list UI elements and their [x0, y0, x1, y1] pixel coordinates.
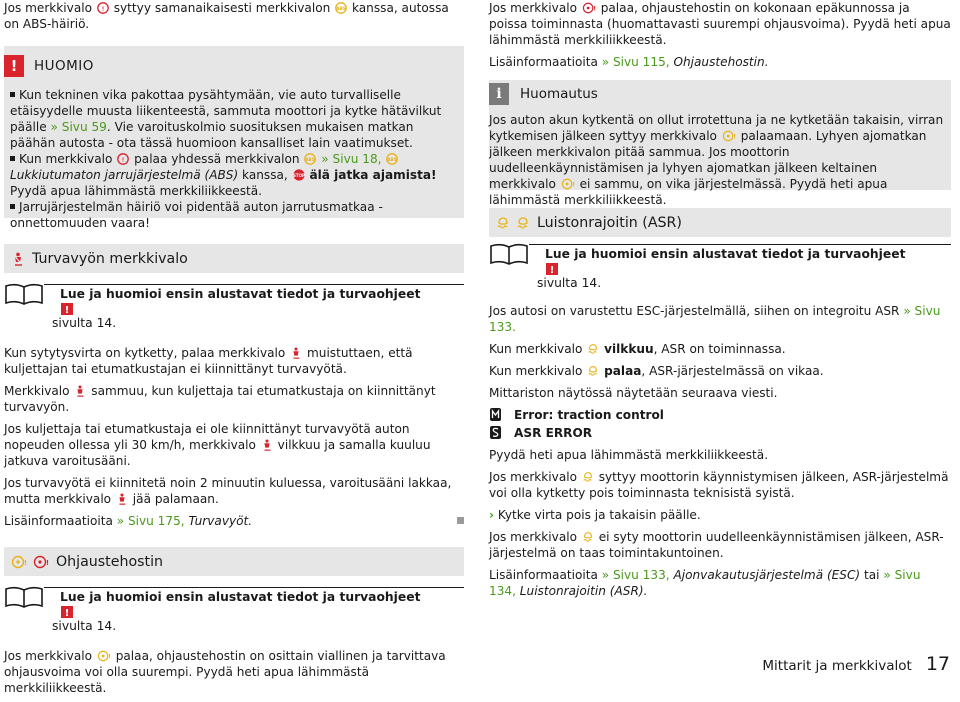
book-icon: [4, 586, 44, 608]
seatbelt-icon: [261, 439, 273, 451]
paragraph: [4, 345, 464, 377]
book-icon: [4, 283, 44, 305]
page-number: 17: [925, 653, 950, 675]
reference-text: [44, 286, 464, 331]
seatbelt-icon: [116, 493, 128, 505]
text: Pyydä apua lähimmästä merkkiliikkeestä.: [10, 184, 263, 198]
paragraph: [4, 421, 464, 469]
page-footer: [762, 653, 950, 675]
text: älä jatka ajamista!: [309, 168, 437, 182]
bullet-icon: [10, 92, 15, 97]
steering-warning-icon: [582, 2, 596, 14]
text: ASR ERROR: [514, 426, 593, 440]
steering-warning-icon: [11, 555, 27, 569]
traction-control-icon: [582, 471, 594, 483]
text: Kun merkkivalo: [19, 152, 113, 166]
seatbelt-icon: [11, 252, 25, 266]
text: Jos merkkivalo: [4, 649, 92, 663]
header-icons: [10, 252, 26, 266]
warning-item: Kun tekninen vika pakottaa pysähtymään, vie auto turvalliselle etäisyydelle muusta liikenteestä, sammuta moottori ja kytke hätävilkut päälle » Sivu 59. Vie varoituskolmio suosituksen mukaisen matkan päähän autosta - ota tässä huomioon kansalliset lain vaatimukset.: [10, 88, 442, 150]
message-row: [489, 425, 951, 441]
brake-warning-icon: [117, 153, 129, 165]
note-header: [489, 80, 947, 106]
paragraph: [489, 303, 951, 335]
reference-page: sivulta 14.: [52, 619, 117, 633]
steering-warning-icon: [561, 178, 575, 190]
bullet-icon: [10, 156, 15, 161]
paragraph: [4, 475, 464, 507]
page-link[interactable]: » Sivu 133,: [601, 568, 670, 582]
page-link[interactable]: » Sivu 133.: [489, 304, 941, 334]
chevron-right-icon: ›: [489, 508, 494, 522]
svg-text:ABS: ABS: [305, 157, 316, 162]
svg-text:!: !: [593, 5, 596, 13]
text: kanssa, autossa on ABS-häiriö.: [4, 1, 449, 31]
reference-page: sivulta 14.: [52, 316, 117, 330]
text: Jos merkkivalo: [4, 1, 92, 15]
paragraph: [489, 341, 951, 357]
warning-header: [4, 54, 464, 78]
text: jää palamaan.: [132, 492, 219, 506]
text: Lisäinformaatioita: [4, 514, 113, 528]
text: palaamaan. Lyhyen ajomatkan jälkeen merkkivalon pitää sammua. Jos moottorin uudelleenkäynnistämisen ja lyhyen ajomatkan jälkeen keltainen merkkivalo: [489, 129, 927, 191]
reference-text: [529, 246, 951, 291]
page-link[interactable]: » Sivu 175,: [116, 514, 185, 528]
display-message-icon: [489, 407, 505, 422]
book-icon: [489, 243, 529, 265]
stop-icon: [293, 169, 305, 181]
left-column: [4, 0, 464, 702]
warning-list: [4, 87, 464, 231]
text: muistuttaen, että kuljettajan tai etumatkustajan ei kiinnittänyt turvavyötä.: [4, 346, 413, 376]
svg-text:!: !: [45, 558, 50, 567]
text: Jos turvavyötä ei kiinnitetä noin 2 minuutin kuluessa, varoitusääni lakkaa, mutta merkkivalo: [4, 476, 452, 506]
text: palaa yhdessä merkkivalon: [134, 152, 300, 166]
paragraph: Pyydä heti apua lähimmästä merkkiliikkeestä.: [489, 448, 769, 462]
note-box: [489, 80, 951, 207]
traction-control-icon: [516, 216, 530, 230]
exclamation-icon: [538, 263, 555, 276]
text: Lisäinformaatioita: [489, 55, 598, 69]
text: palaa, ohjaustehostin on osittain viallinen ja tarvittava ohjausvoima voi olla suurempi. Pyydä heti apua lähimmästä merkkiliikkeestä.: [4, 649, 446, 695]
note-title: Huomautus: [520, 86, 598, 102]
svg-text:!: !: [108, 653, 111, 661]
text: ei sammu, on vika järjestelmässä. Pyydä heti apua lähimmästä merkkiliikkeestä.: [489, 177, 888, 207]
header-icons: [495, 216, 531, 230]
reference-row: [4, 586, 464, 634]
svg-text:!: !: [733, 133, 736, 141]
abs-icon: [335, 2, 347, 14]
right-column: [489, 0, 951, 605]
section-title: Luistonrajoitin (ASR): [537, 214, 682, 231]
step-instruction: [489, 507, 951, 523]
text: Lukkiutumaton jarrujärjestelmä (ABS): [10, 168, 239, 182]
reference-note: [44, 587, 464, 634]
text: tai: [864, 568, 880, 582]
warning-title: HUOMIO: [34, 58, 94, 74]
text: Kun tekninen vika pakottaa pysähtymään, vie auto turvalliselle etäisyydelle muusta liikenteestä, sammuta moottori ja kytke hätävilkut päälle: [10, 88, 442, 134]
warning-item: [10, 151, 458, 199]
abs-warning-icon: [97, 2, 109, 14]
abs-icon: [304, 153, 316, 165]
text: Merkkivalo: [4, 384, 70, 398]
header-icons: [10, 555, 50, 569]
reference-row: [4, 283, 464, 331]
traction-control-icon: [582, 531, 594, 543]
traction-control-icon: [587, 343, 599, 355]
svg-text:!: !: [571, 181, 575, 189]
text: kanssa,: [242, 168, 288, 182]
seatbelt-icon: [74, 385, 86, 397]
traction-control-icon: [587, 365, 599, 377]
text: Luistonrajoitin (ASR).: [519, 584, 648, 598]
text: Kun merkkivalo: [489, 364, 583, 378]
text: Lue ja huomioi ensin alustavat tiedot ja turvaohjeet: [60, 590, 421, 604]
section-title: Ohjaustehostin: [56, 553, 164, 570]
paragraph: Mittariston näytössä näytetään seuraava viesti.: [489, 386, 778, 400]
paragraph: [489, 567, 951, 599]
note-text: [489, 112, 947, 208]
text: vilkkuu ja samalla kuuluu jatkuva varoitusääni.: [4, 438, 431, 468]
page-link[interactable]: » Sivu 134,: [489, 568, 921, 598]
reference-row: [489, 243, 951, 291]
paragraph: [489, 0, 951, 48]
message-row: [489, 407, 951, 423]
exclamation-icon: [53, 606, 70, 619]
asr-section-header: [489, 208, 951, 237]
steering-warning-icon: [722, 130, 736, 142]
text: ei syty moottorin uudelleenkäynnistämisen jälkeen, ASR-järjestelmä on taas toimintakuntoinen.: [489, 530, 944, 560]
paragraph: [4, 648, 464, 696]
message-list: [489, 407, 951, 441]
text: Lue ja huomioi ensin alustavat tiedot ja turvaohjeet: [60, 287, 421, 301]
end-marker-icon: [457, 517, 464, 524]
text: Ohjaustehostin.: [673, 55, 769, 69]
text: syttyy moottorin käynnistymisen jälkeen, ASR-järjestelmä voi olla kytketty pois toiminnasta teknisistä syistä.: [489, 470, 949, 500]
page-link[interactable]: » Sivu 115,: [601, 55, 670, 69]
paragraph: [489, 469, 951, 501]
reference-text: [44, 589, 464, 634]
text: syttyy samanaikaisesti merkkivalon: [113, 1, 331, 15]
exclamation-icon: [53, 303, 70, 316]
text: palaa: [604, 364, 642, 378]
warning-box: [4, 46, 464, 230]
text: Jos auton akun kytkentä on ollut irrotettuna ja ne kytketään takaisin, virran kytkemisen jälkeen syttyy merkkivalo: [489, 113, 944, 143]
text: sammuu, kun kuljettaja tai etumatkustaja on kiinnittänyt turvavyön.: [4, 384, 436, 414]
seatbelt-section-header: [4, 244, 464, 273]
paragraph: [489, 363, 951, 379]
text: Lue ja huomioi ensin alustavat tiedot ja turvaohjeet: [545, 247, 906, 261]
paragraph: [4, 383, 464, 415]
steering-section-header: [4, 547, 464, 576]
svg-text:!: !: [101, 6, 105, 13]
page-link[interactable]: » Sivu 59: [50, 120, 107, 134]
svg-text:ABS: ABS: [336, 6, 346, 11]
warning-item: [10, 199, 458, 231]
text: Jos autosi on varustettu ESC-järjestelmällä, siihen on integroitu ASR: [489, 304, 900, 318]
exclamation-icon: !: [4, 55, 24, 77]
text: Jos kuljettaja tai etumatkustaja ei ole kiinnittänyt turvavyötä auton nopeuden ollessa yli 30 km/h, merkkivalo: [4, 422, 410, 452]
paragraph: [4, 513, 464, 529]
text: Error: traction control: [514, 408, 664, 422]
page-link[interactable]: » Sivu 18,: [321, 152, 382, 166]
text: Kun merkkivalo: [489, 342, 583, 356]
paragraph: [489, 54, 951, 70]
text: Jos merkkivalo: [489, 470, 577, 484]
svg-text:!: !: [549, 265, 555, 276]
abs-icon: [386, 153, 398, 165]
svg-text:!: !: [64, 305, 70, 316]
svg-text:!: !: [64, 608, 70, 619]
reference-note: [44, 284, 464, 331]
bullet-icon: [10, 204, 15, 209]
info-icon: i: [489, 83, 509, 105]
text: Lisäinformaatioita: [489, 568, 598, 582]
footer-section-title: Mittarit ja merkkivalot: [762, 658, 912, 674]
text: , ASR-järjestelmässä on vikaa.: [641, 364, 824, 378]
steering-warning-icon: [97, 650, 111, 662]
svg-text:STOP: STOP: [292, 172, 305, 178]
text: Ajonvakautusjärjestelmä (ESC): [673, 568, 861, 582]
svg-text:!: !: [121, 157, 125, 164]
steering-warning-icon: [33, 555, 49, 569]
text: vilkkuu: [604, 342, 654, 356]
reference-note: [529, 244, 951, 291]
text: palaa, ohjaustehostin on kokonaan epäkunnossa ja poissa toiminnasta (huomattavasti suurempi ohjausvoima). Pyydä heti apua lähimmästä merkkiliikkeestä.: [489, 1, 951, 47]
seatbelt-icon: [290, 347, 302, 359]
traction-control-icon: [496, 216, 510, 230]
text: Jarrujärjestelmän häiriö voi pidentää auton jarrutusmatkaa - onnettomuuden vaara!: [10, 200, 383, 230]
svg-text:ABS: ABS: [387, 157, 398, 162]
section-title: Turvavyön merkkivalo: [32, 250, 188, 267]
abs-intro-paragraph: [4, 0, 464, 32]
svg-text:!: !: [23, 558, 28, 567]
paragraph: [489, 529, 951, 561]
text: , ASR on toiminnassa.: [653, 342, 786, 356]
text: Jos merkkivalo: [489, 1, 577, 15]
text: Turvavyöt.: [188, 514, 253, 528]
text: Kytke virta pois ja takaisin päälle.: [497, 508, 701, 522]
text: Jos merkkivalo: [489, 530, 577, 544]
reference-page: sivulta 14.: [537, 276, 602, 290]
display-message-icon: [489, 425, 505, 440]
text: Kun sytytysvirta on kytketty, palaa merkkivalo: [4, 346, 286, 360]
text: Vie varoituskolmio suosituksen mukaisen matkan päähän autosta - ota tässä huomioon kansalliset lain vaatimukset.: [10, 120, 414, 150]
